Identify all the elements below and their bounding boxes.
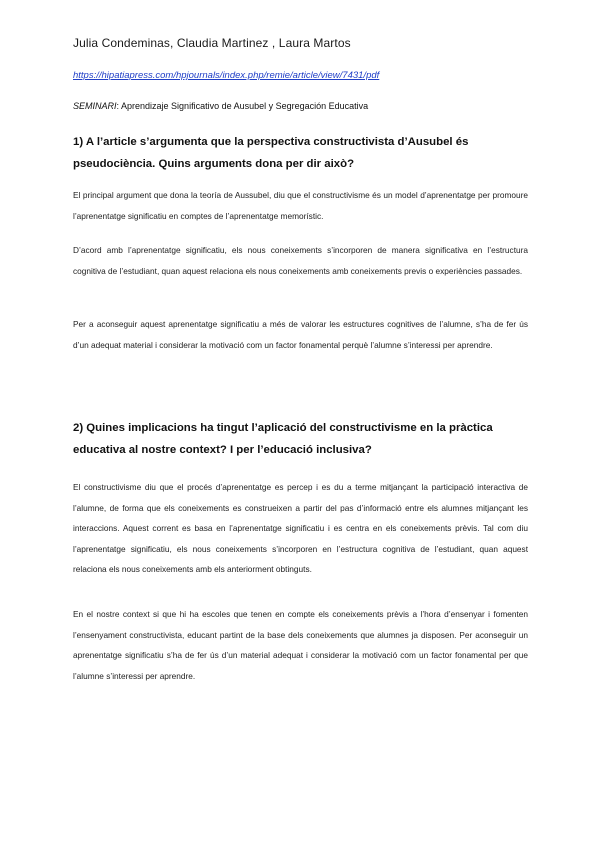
paragraph-2-1: El constructivisme diu que el procés d’aprenentatge es percep i es du a terme mitjançant la participació interactiva de l’alumne, de forma que els coneixements es construeixen a partir del pas d’informació entre els alumnes mitjançant les interaccions. Aquest corrent es basa en l’aprenentatge significatiu i es centra en els coneixements prèvis. Tal com diu l’aprenentatge significatiu, els nous coneixements s’incorporen en l’estructura cognitiva de l’estudiant, quan aquest relaciona els nous coneixements amb els anteriorment obtinguts. [73, 482, 528, 574]
paragraph-2-2: En el nostre context si que hi ha escoles que tenen en compte els coneixements prèvis a l’hora d’ensenyar i fomenten l’ensenyament constructivista, educant partint de la base dels coneixements que alumnes ja disposen. Per aconseguir un aprenentatge significatiu s’ha de fer ús d’un material adequat i considerar la motivació com un factor fonamental per que l’alumne s’interessi per aprendre. [73, 609, 528, 681]
seminari-title: : Aprendizaje Significativo de Ausubel y Segregación Educativa [116, 101, 369, 111]
paragraph-1-3: Per a aconseguir aquest aprenentatge significatiu a més de valorar les estructures cognitives de l’alumne, s’ha de fer ús d’un adequat material i considerar la motivació com un factor fonamental perquè l’alumne s’interessi per aprendre. [73, 319, 528, 350]
paragraph-1-2: D’acord amb l’aprenentatge significatiu, els nous coneixements s’incorporen de manera significativa en l’estructura cognitiva de l’estudiant, quan aquest relaciona els nous coneixements amb coneixements previs o experiències passades. [73, 245, 528, 276]
question-1: 1) A l’article s’argumenta que la perspectiva constructivista d’Ausubel és pseudociència. Quins arguments dona per dir això? [73, 136, 469, 170]
question-2: 2) Quines implicacions ha tingut l’aplicació del constructivisme en la pràctica educativa al nostre context? I per l’educació inclusiva? [73, 422, 493, 456]
seminari-heading [73, 101, 368, 111]
authors-line: Julia Condeminas, Claudia Martinez , Laura Martos [73, 36, 351, 50]
seminari-label: SEMINARI [73, 101, 117, 111]
paragraph-1-1: El principal argument que dona la teoría de Aussubel, diu que el constructivisme és un model d’aprenentatge per promoure l’aprenentatge significatiu en comptes de l’aprenentatge memorístic. [73, 190, 528, 221]
article-link[interactable]: https://hipatiapress.com/hpjournals/index.php/remie/article/view/7431/pdf [73, 70, 380, 81]
